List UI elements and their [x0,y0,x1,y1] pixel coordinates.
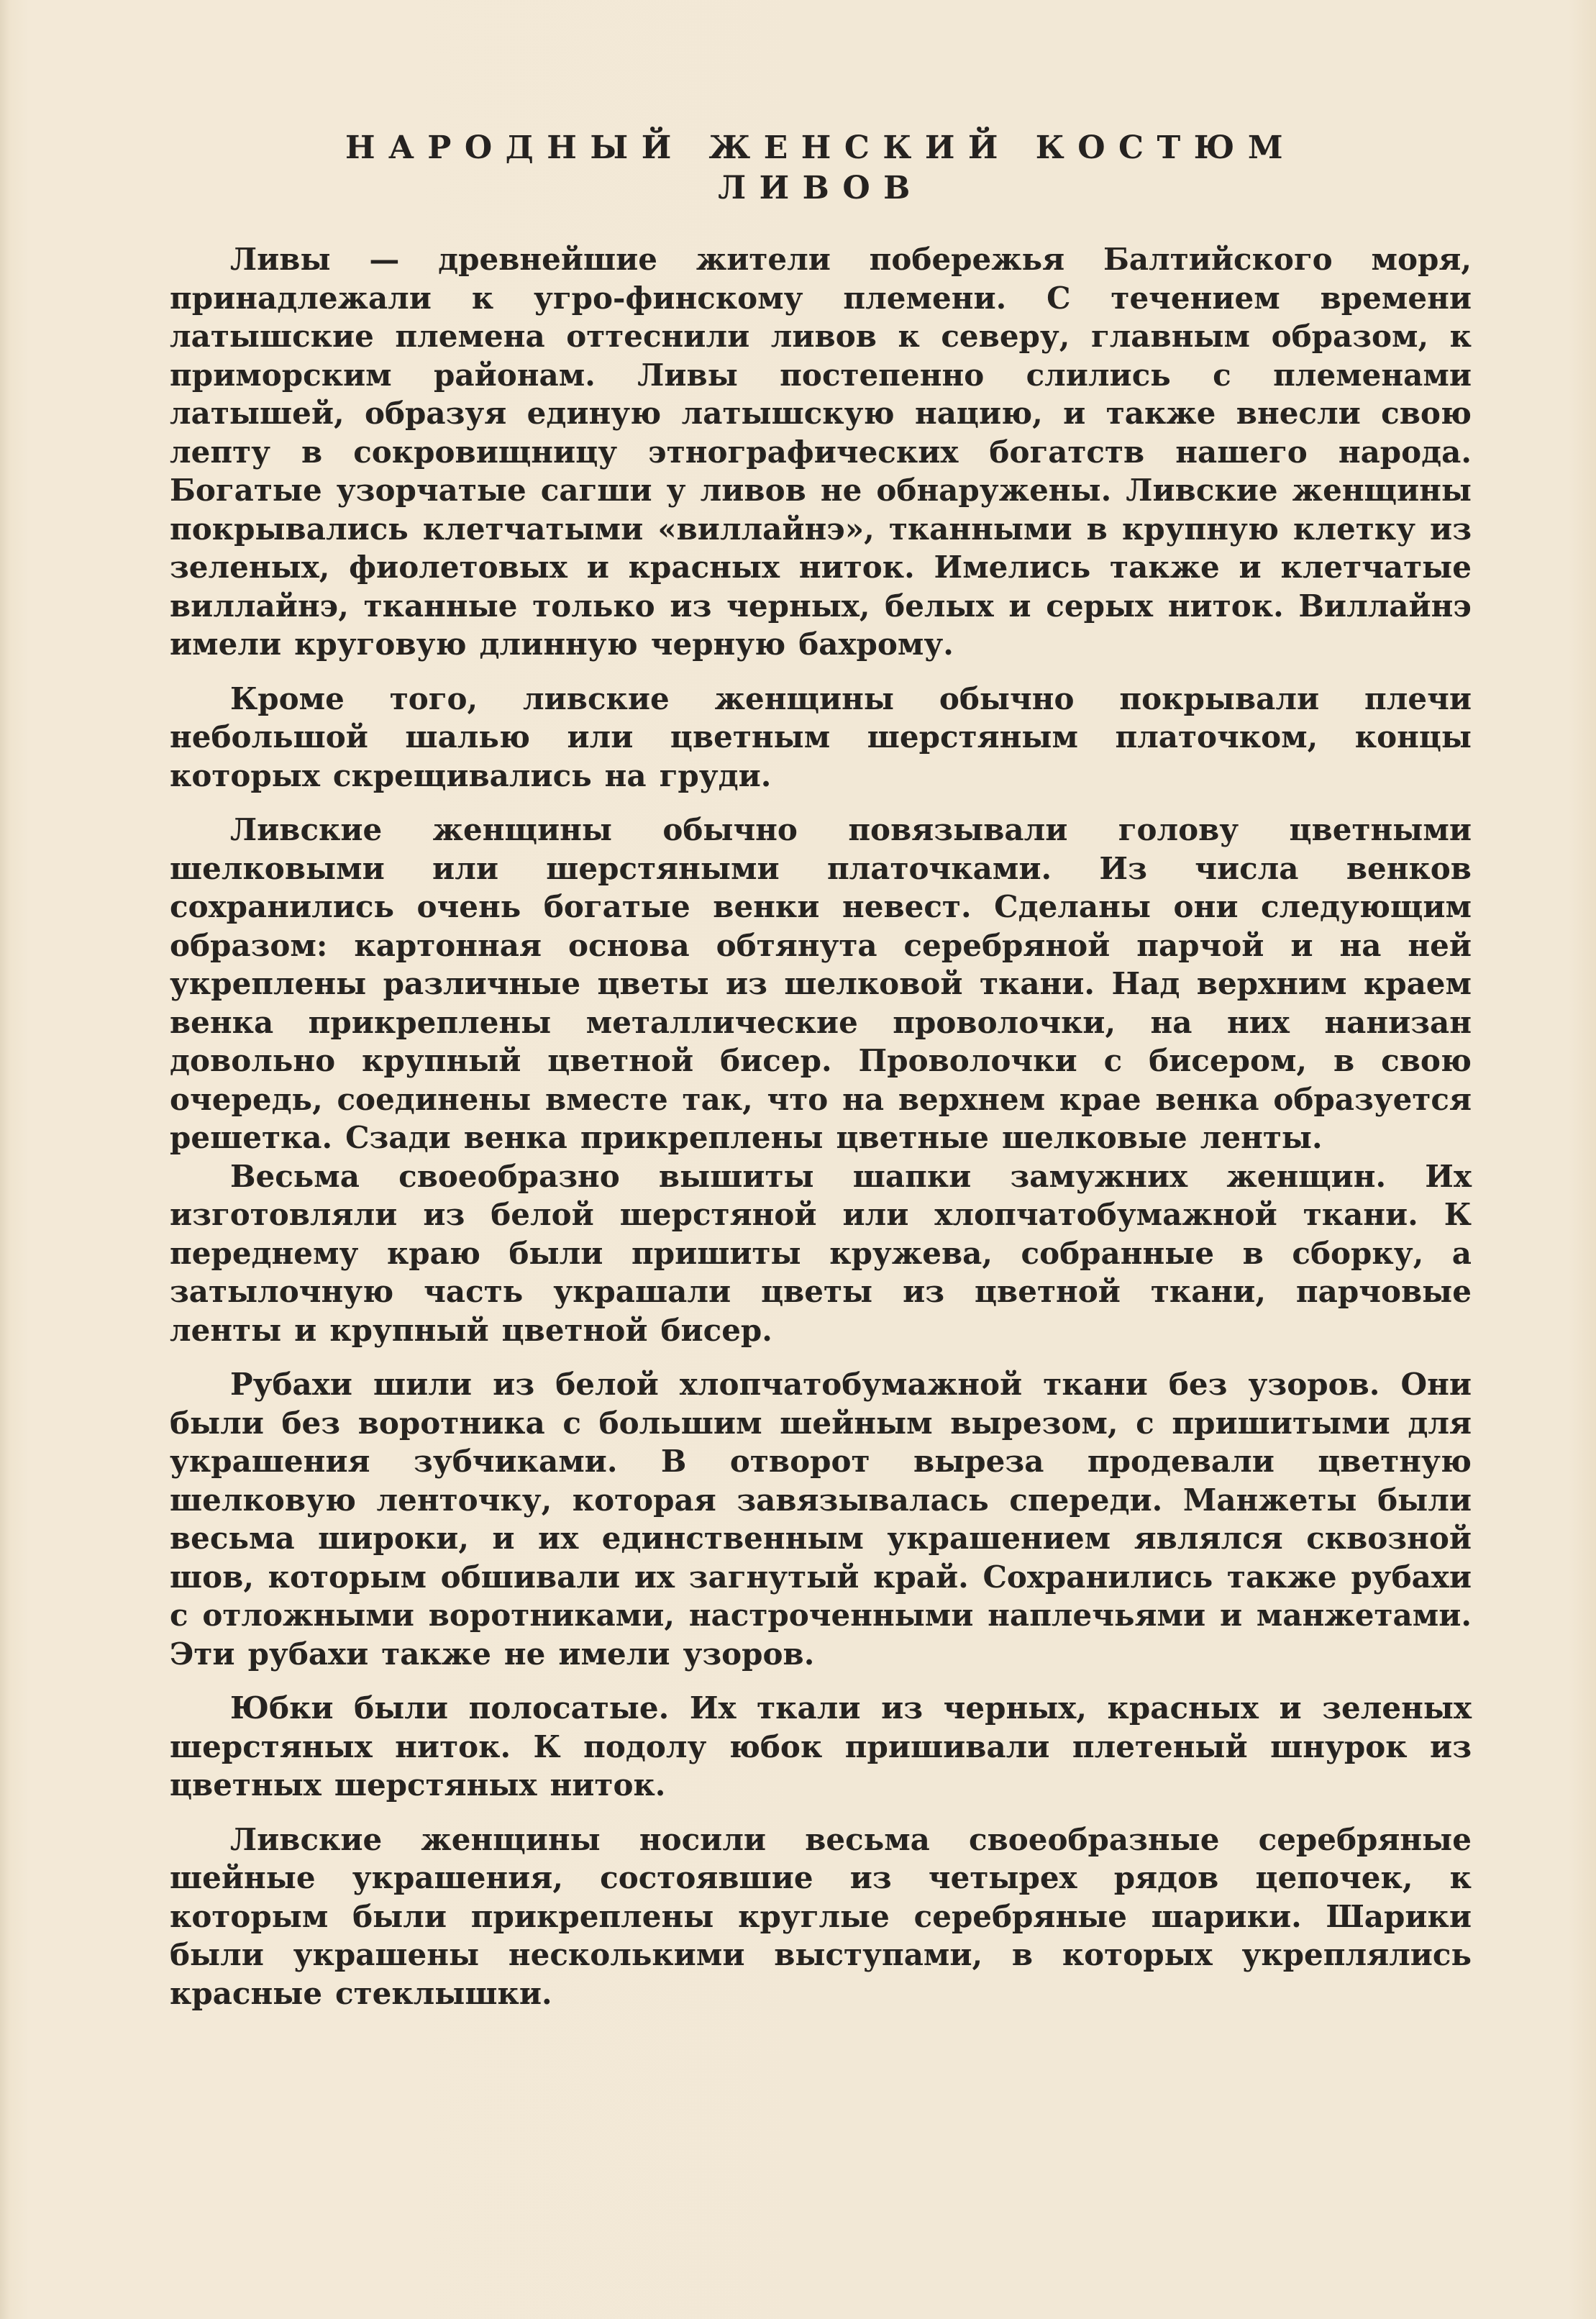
paragraph-6: Юбки были полосатые. Их ткали из черных, красных и зеленых шерстяных ниток. К подолу юбок пришивали плетеный шнурок из цветных шерстяных ниток. [170,1690,1472,1803]
paragraph-5: Рубахи шили из белой хлопчатобумажной ткани без узоров. Они были без воротника с большим шейным вырезом, с пришитыми для украшения зубчиками. В отворот выреза продевали цветную шелковую ленточку, которая завязывалась спереди. Манжеты были весьма широки, и их единственным украшением являлся сквозной шов, которым обшивали их загнутый край. Сохранились также рубахи с отложными воротниками, настроченными наплечьями и манжетами. Эти рубахи также не имели узоров. [170,1367,1472,1672]
title-line-2: ЛИВОВ [718,170,924,206]
title-line-1: НАРОДНЫЙ ЖЕНСКИЙ КОСТЮМ [345,129,1297,166]
paragraph-1: Ливы — древнейшие жители побережья Балтийского моря, принадлежали к угро-финскому племени. С течением времени латышские племена оттеснили ливов к северу, главным образом, к приморским районам. Ливы постепенно слились с племенами латышей, образуя единую латышскую нацию, и также внесли свою лепту в сокровищницу этнографических богатств нашего народа. Богатые узорчатые сагши у ливов не обнаружены. Ливские женщины покрывались клетчатыми «виллайнэ», тканными в крупную клетку из зеленых, фиолетовых и красных ниток. Имелись также и клетчатые виллайнэ, тканные только из черных, белых и серых ниток. Виллайнэ имели круговую длинную черную бахрому. [170,242,1472,662]
document-page [170,128,1472,2013]
paragraph-7: Ливские женщины носили весьма своеобразные серебряные шейные украшения, состоявшие из четырех рядов цепочек, к которым были прикреплены круглые серебряные шарики. Шарики были украшены несколькими выступами, в которых укреплялись красные стеклышки. [170,1821,1472,2011]
paragraph-3: Ливские женщины обычно повязывали голову цветными шелковыми или шерстяными платочками. Из числа венков сохранились очень богатые венки невест. Сделаны они следующим образом: картонная основа обтянута серебряной парчой и на ней укреплены различные цветы из шелковой ткани. Над верхним краем венка прикреплены металлические проволочки, на них нанизан довольно крупный цветной бисер. Проволочки с бисером, в свою очередь, соединены вместе так, что на верхнем крае венка образуется решетка. Сзади венка прикреплены цветные шелковые ленты. [170,812,1472,1155]
page-title [170,128,1472,209]
paragraph-4: Весьма своеобразно вышиты шапки замужних женщин. Их изготовляли из белой шерстяной или хлопчатобумажной ткани. К переднему краю были пришиты кружева, собранные в сборку, а затылочную часть украшали цветы из цветной ткани, парчовые ленты и крупный цветной бисер. [170,1158,1472,1348]
paragraph-2: Кроме того, ливские женщины обычно покрывали плечи небольшой шалью или цветным шерстяным платочком, концы которых скрещивались на груди. [170,680,1472,793]
